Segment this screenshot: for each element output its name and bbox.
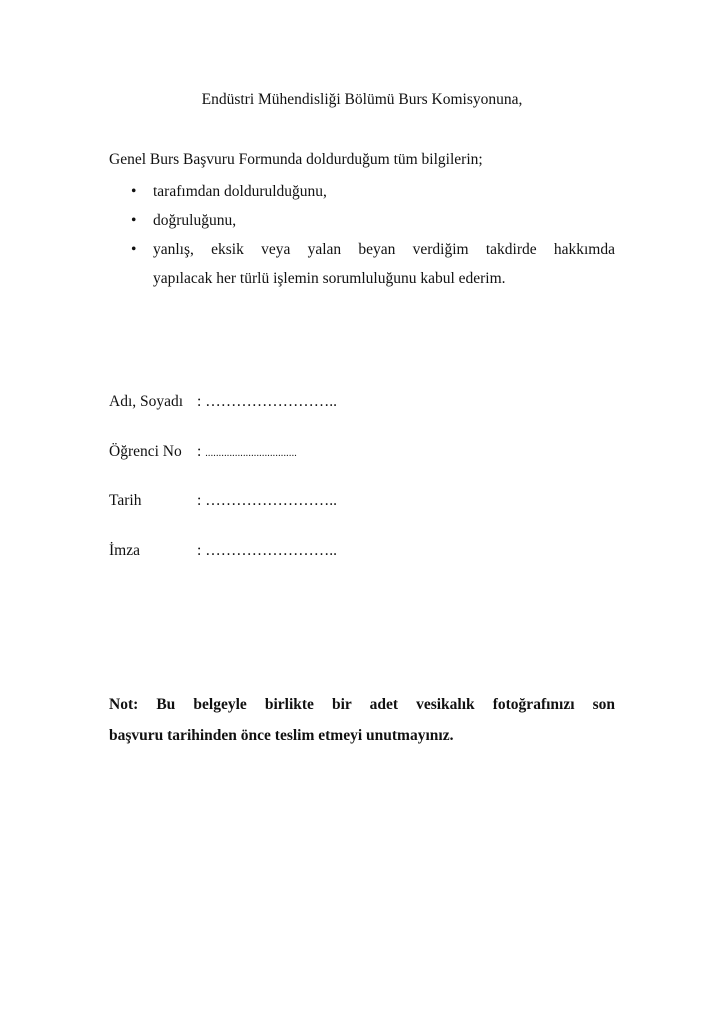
note-line1: Not: Bu belgeyle birlikte bir adet vesikalık fotoğrafınızı son	[109, 696, 615, 713]
list-item	[109, 177, 615, 206]
student-number-label: Öğrenci No	[109, 443, 182, 460]
signature-label: İmza	[109, 542, 140, 559]
bullet-icon: •	[131, 183, 137, 200]
date-separator: :	[197, 492, 202, 509]
declaration-list	[109, 177, 615, 293]
student-number-separator: :	[197, 443, 202, 460]
name-separator: :	[197, 393, 202, 410]
note-paragraph	[109, 689, 615, 751]
list-item-text: doğruluğunu,	[153, 212, 237, 229]
signature-field	[109, 540, 337, 562]
student-number-field	[109, 441, 297, 465]
document-heading: Endüstri Mühendisliği Bölümü Burs Komisyonuna,	[201, 91, 523, 108]
name-field	[109, 391, 337, 413]
note-line2: başvuru tarihinden önce teslim etmeyi unutmayınız.	[109, 727, 454, 744]
signature-separator: :	[197, 542, 202, 559]
list-item	[109, 235, 615, 293]
name-blank[interactable]: ……………………..	[205, 393, 337, 410]
bullet-icon: •	[131, 241, 137, 258]
list-item-text-line2: yapılacak her türlü işlemin sorumluluğunu kabul ederim.	[153, 270, 506, 287]
intro-paragraph: Genel Burs Başvuru Formunda doldurduğum tüm bilgilerin;	[109, 151, 483, 168]
list-item-text: tarafımdan doldurulduğunu,	[153, 183, 327, 200]
signature-blank[interactable]: ……………………..	[205, 542, 337, 559]
date-label: Tarih	[109, 492, 142, 509]
list-item-text-line1: yanlış, eksik veya yalan beyan verdiğim takdirde hakkımda	[153, 241, 615, 258]
list-item	[109, 206, 615, 235]
date-blank[interactable]: ……………………..	[205, 492, 337, 509]
student-number-blank[interactable]: ..................................	[205, 448, 297, 459]
name-label: Adı, Soyadı	[109, 393, 184, 410]
bullet-icon: •	[131, 212, 137, 229]
date-field	[109, 490, 337, 512]
